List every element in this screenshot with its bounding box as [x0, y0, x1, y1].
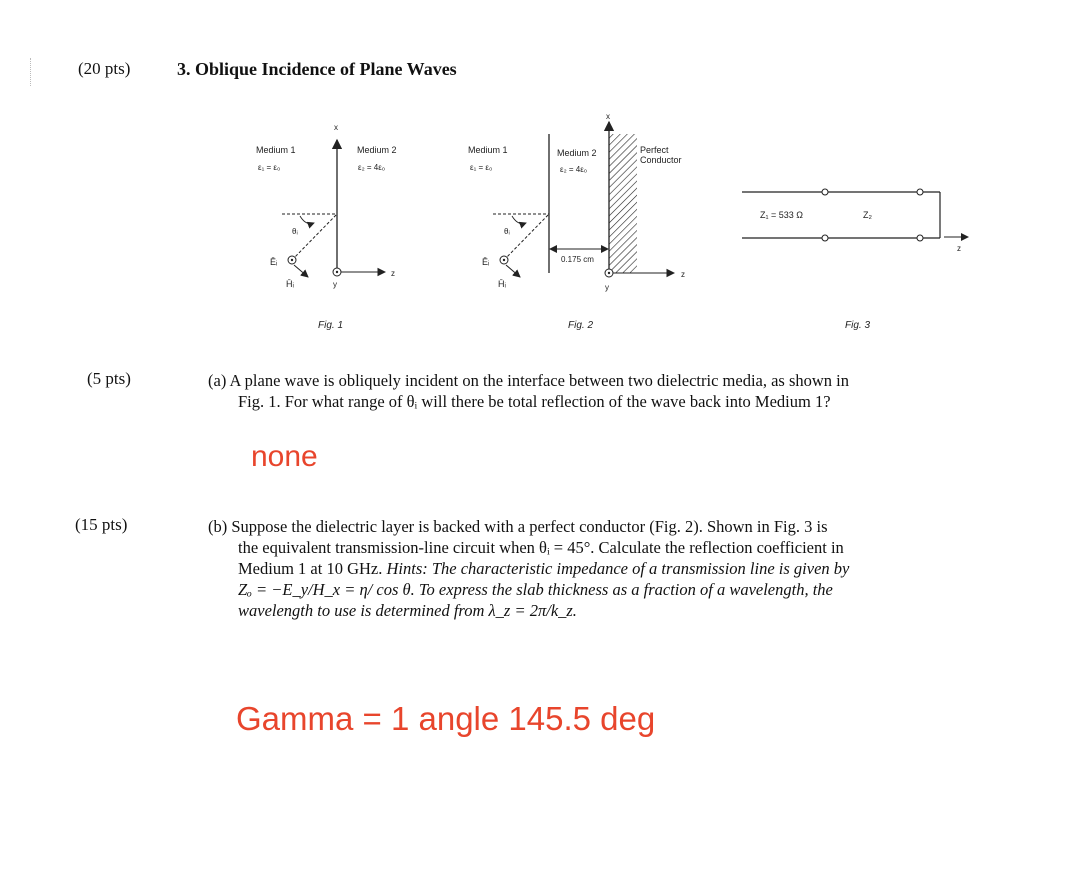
part-b-text-line5: wavelength to use is determined from λ_z = 2π/k_z. [238, 601, 577, 620]
fig2-medium1-label: Medium 1 [468, 145, 508, 155]
fig3-terminal-bottom-mid [822, 235, 828, 241]
fig2-theta-label: θᵢ [504, 227, 510, 236]
part-b-text-line2: the equivalent transmission-line circuit when θᵢ = 45°. Calculate the reflection coefficient in [238, 538, 844, 557]
part-b-text-line1: Suppose the dielectric layer is backed with a perfect conductor (Fig. 2). Shown in Fig. 3 is [231, 517, 828, 536]
part-b-question [208, 516, 978, 621]
fig1-theta-label: θᵢ [292, 227, 298, 236]
margin-mark [30, 58, 35, 86]
fig2-e-label: Ēᵢ [482, 257, 490, 267]
fig2-incident-ray [504, 214, 549, 260]
fig1-medium1-label: Medium 1 [256, 145, 296, 155]
fig3-z1-label: Z₁ = 533 Ω [760, 210, 804, 220]
part-a-question [208, 370, 978, 412]
part-a-answer: none [251, 440, 318, 473]
fig2-conductor-label-1: Perfect [640, 145, 669, 155]
fig3-terminal-top-end [917, 189, 923, 195]
fig1-h-arrow [294, 265, 308, 277]
fig1-theta-arc [300, 216, 314, 224]
part-b-text-line3-plain: Medium 1 at 10 GHz. [238, 559, 383, 578]
fig2-theta-arc [512, 216, 526, 224]
fig2-axis-z: z [681, 270, 685, 279]
fig1-caption: Fig. 1 [318, 320, 344, 331]
problem-number: 3. [177, 59, 191, 79]
fig2-h-arrow [506, 265, 520, 277]
fig1-incident-ray [292, 214, 337, 260]
part-b-points: (15 pts) [75, 515, 128, 534]
problem-title-block [177, 59, 457, 80]
problem-points: (20 pts) [78, 59, 131, 78]
fig1-axis-y: y [333, 280, 337, 289]
fig1-e-label: Ēᵢ [270, 257, 278, 267]
fig2-conductor-label-2: Conductor [640, 155, 682, 165]
part-b-label: (b) [208, 517, 228, 536]
part-b-text-line4: Zₒ = −E_y/H_x = η/ cos θ. To express the slab thickness as a fraction of a wavelength, the [238, 580, 833, 599]
fig2-axis-x: x [606, 112, 610, 121]
figure-3 [730, 170, 970, 335]
part-a-points: (5 pts) [87, 369, 131, 388]
part-a-text-line1: A plane wave is obliquely incident on the interface between two dielectric media, as shown in [229, 371, 850, 390]
fig2-caption: Fig. 2 [568, 320, 594, 331]
fig1-medium2-eps: ε₂ = 4ε₀ [358, 163, 386, 172]
fig1-medium1-eps: ε₁ = ε₀ [258, 163, 281, 172]
fig2-thickness: 0.175 cm [561, 255, 594, 264]
part-b-answer: Gamma = 1 angle 145.5 deg [236, 700, 656, 737]
fig2-h-label: H̄ᵢ [498, 279, 506, 289]
fig2-medium2-label: Medium 2 [557, 148, 597, 158]
fig3-terminal-bottom-end [917, 235, 923, 241]
fig2-conductor-hatch [609, 134, 637, 273]
fig1-axis-z: z [391, 269, 395, 278]
fig3-z2-label: Z₂ [863, 210, 872, 220]
fig3-axis-z: z [957, 244, 961, 253]
fig1-h-label: H̄ᵢ [286, 279, 294, 289]
fig2-axis-y: y [605, 283, 609, 292]
part-a-text-line2: Fig. 1. For what range of θᵢ will there be total reflection of the wave back into Medium 1? [238, 392, 831, 411]
part-b-text-line3-hint: Hints: The characteristic impedance of a transmission line is given by [386, 559, 850, 578]
fig3-caption: Fig. 3 [845, 320, 871, 331]
fig1-medium2-label: Medium 2 [357, 145, 397, 155]
fig3-terminal-top-mid [822, 189, 828, 195]
part-a-label: (a) [208, 371, 227, 390]
figure-2 [460, 110, 700, 335]
figure-1 [240, 110, 440, 335]
fig2-medium2-eps: ε₂ = 4ε₀ [560, 165, 588, 174]
fig1-axis-x: x [334, 123, 338, 132]
fig2-medium1-eps: ε₁ = ε₀ [470, 163, 493, 172]
problem-title: Oblique Incidence of Plane Waves [195, 59, 457, 79]
